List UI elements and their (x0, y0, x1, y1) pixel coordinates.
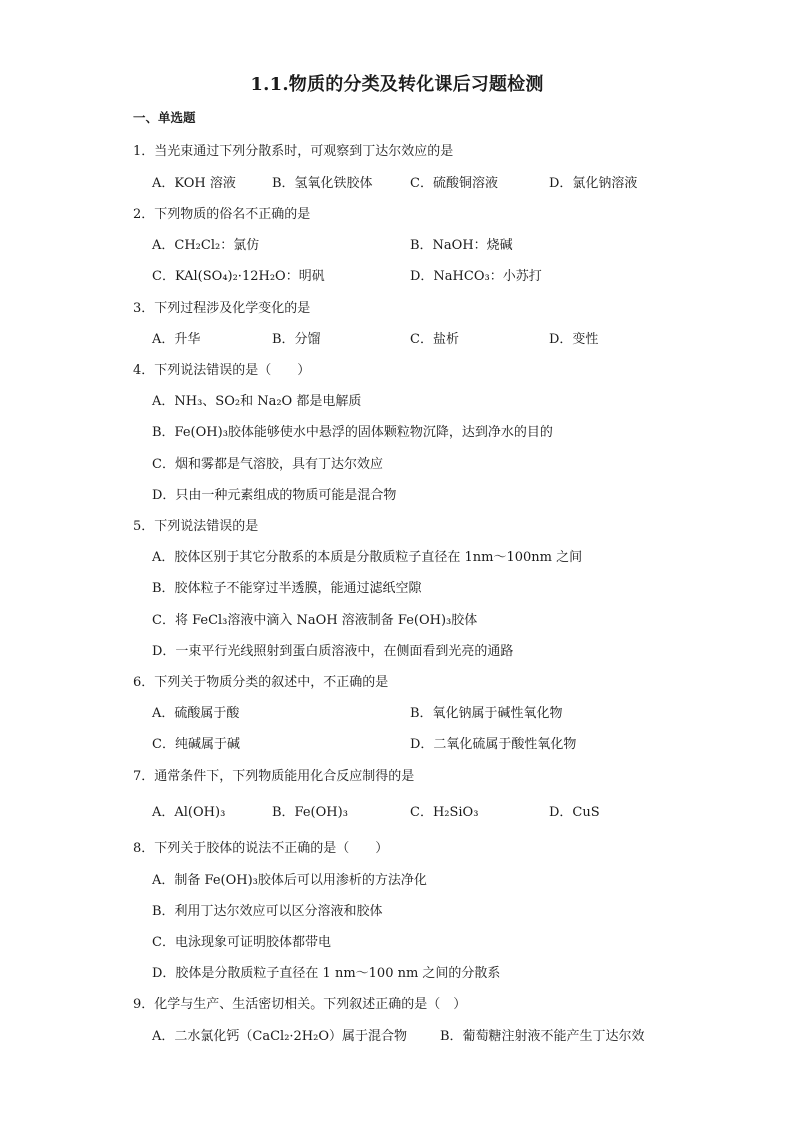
question-5-option-d: D．一束平行光线照射到蛋白质溶液中，在侧面看到光亮的通路 (152, 644, 514, 659)
question-9-option-b: B．葡萄糖注射液不能产生丁达尔效 (440, 1029, 645, 1044)
question-6-option-c: C．纯碱属于碱 (152, 737, 240, 752)
question-7-option-c: C．H₂SiO₃ (410, 805, 479, 820)
question-4-stem: 4．下列说法错误的是（ ） (133, 363, 311, 378)
question-1-option-b: B．氢氧化铁胶体 (272, 176, 373, 191)
question-6-option-d: D．二氧化硫属于酸性氧化物 (410, 737, 577, 752)
page-title: 1.1.物质的分类及转化课后习题检测 (250, 74, 544, 95)
question-4-option-d: D．只由一种元素组成的物质可能是混合物 (152, 488, 397, 503)
question-4-option-a: A．NH₃、SO₂和 Na₂O 都是电解质 (152, 394, 362, 409)
question-3-option-d: D．变性 (549, 332, 599, 347)
question-8-option-a: A．制备 Fe(OH)₃胶体后可以用渗析的方法净化 (152, 873, 427, 888)
question-8-option-d: D．胶体是分散质粒子直径在 1 nm～100 nm 之间的分散系 (152, 966, 501, 981)
question-9-stem: 9．化学与生产、生活密切相关。下列叙述正确的是（ ） (133, 997, 467, 1012)
question-7-stem: 7．通常条件下，下列物质能用化合反应制得的是 (133, 769, 415, 784)
question-7-option-a: A．Al(OH)₃ (152, 805, 226, 820)
question-9-option-a: A．二水氯化钙（CaCl₂·2H₂O）属于混合物 (152, 1029, 408, 1044)
section-heading: 一、单选题 (133, 110, 196, 125)
question-2-stem: 2．下列物质的俗名不正确的是 (133, 207, 311, 222)
question-1-option-d: D．氯化钠溶液 (549, 176, 638, 191)
question-6-stem: 6．下列关于物质分类的叙述中，不正确的是 (133, 675, 389, 690)
question-6-option-a: A．硫酸属于酸 (152, 706, 240, 721)
question-1-stem: 1．当光束通过下列分散系时，可观察到丁达尔效应的是 (133, 144, 454, 159)
question-2-option-d: D．NaHCO₃：小苏打 (410, 269, 542, 284)
question-3-option-b: B．分馏 (272, 332, 321, 347)
question-7-option-d: D．CuS (549, 805, 600, 820)
question-4-option-b: B．Fe(OH)₃胶体能够使水中悬浮的固体颗粒物沉降，达到净水的目的 (152, 425, 553, 440)
question-8-option-c: C．电泳现象可证明胶体都带电 (152, 935, 331, 950)
question-3-stem: 3．下列过程涉及化学变化的是 (133, 301, 311, 316)
question-3-option-a: A．升华 (152, 332, 201, 347)
question-2-option-c: C．KAl(SO₄)₂·12H₂O：明矾 (152, 269, 325, 284)
question-1-option-a: A．KOH 溶液 (152, 176, 236, 191)
question-3-option-c: C．盐析 (410, 332, 459, 347)
question-5-option-a: A．胶体区别于其它分散系的本质是分散质粒子直径在 1nm～100nm 之间 (152, 550, 583, 565)
question-8-stem: 8．下列关于胶体的说法不正确的是（ ） (133, 841, 389, 856)
question-7-option-b: B．Fe(OH)₃ (272, 805, 348, 820)
question-6-option-b: B．氧化钠属于碱性氧化物 (410, 706, 563, 721)
question-5-option-c: C．将 FeCl₃溶液中滴入 NaOH 溶液制备 Fe(OH)₃胶体 (152, 613, 478, 628)
question-4-option-c: C．烟和雾都是气溶胶，具有丁达尔效应 (152, 457, 383, 472)
question-8-option-b: B．利用丁达尔效应可以区分溶液和胶体 (152, 904, 383, 919)
question-2-option-a: A．CH₂Cl₂：氯仿 (152, 238, 260, 253)
question-1-option-c: C．硫酸铜溶液 (410, 176, 498, 191)
question-2-option-b: B．NaOH：烧碱 (410, 238, 513, 253)
question-5-option-b: B．胶体粒子不能穿过半透膜，能通过滤纸空隙 (152, 581, 422, 596)
question-5-stem: 5．下列说法错误的是 (133, 519, 259, 534)
